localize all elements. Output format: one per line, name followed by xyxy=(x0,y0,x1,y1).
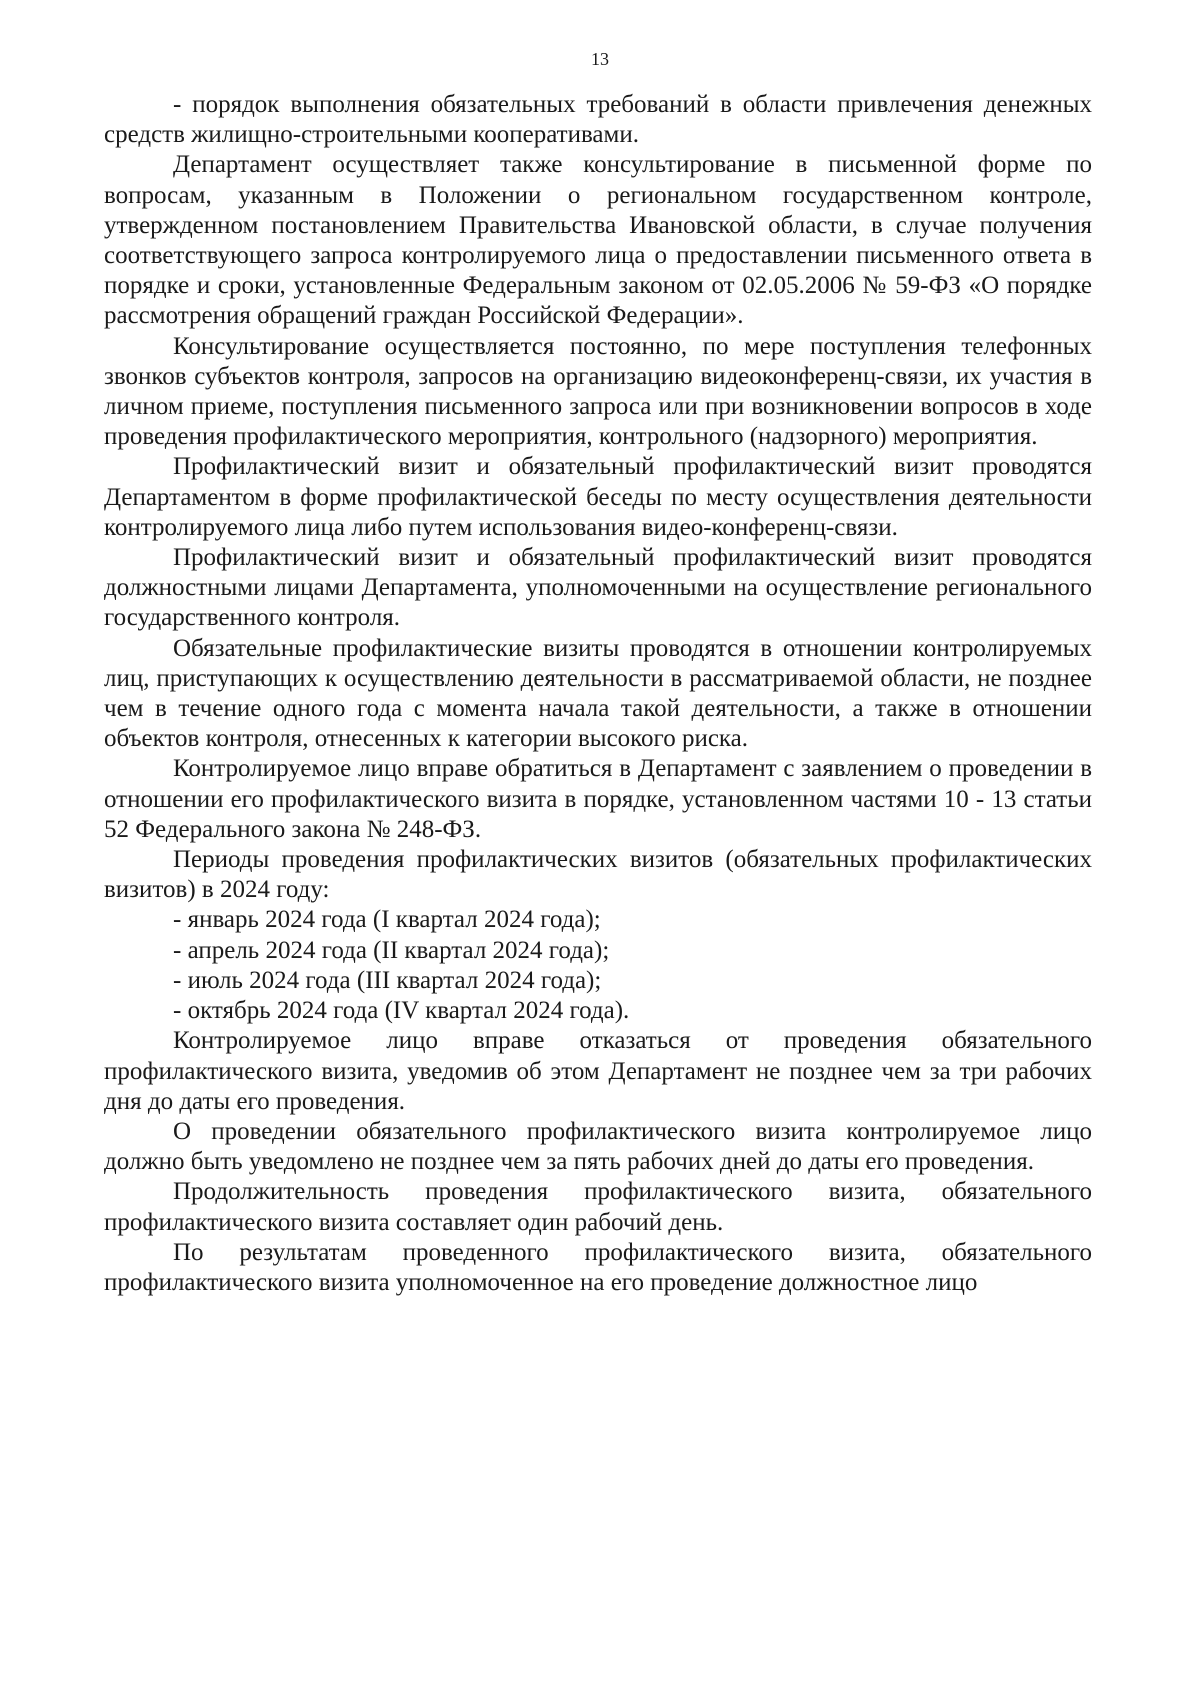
list-item: - апрель 2024 года (II квартал 2024 года); xyxy=(173,936,610,964)
paragraph: Контролируемое лицо вправе обратиться в Департамент с заявлением о проведении в отношении его профилактического визита в порядке, установленном частями 10 - 13 статьи 52 Федерального закона № 248-ФЗ. xyxy=(104,755,1092,843)
list-item: - октябрь 2024 года (IV квартал 2024 года). xyxy=(173,997,630,1025)
paragraph: Контролируемое лицо вправе отказаться от проведения обязательного профилактического визита, уведомив об этом Департамент не позднее чем за три рабочих дня до даты его проведения. xyxy=(104,1027,1092,1115)
paragraph: Обязательные профилактические визиты проводятся в отношении контролируемых лиц, приступающих к осуществлению деятельности в рассматриваемой области, не позднее чем в течение одного года с момента начала такой деятельности, а также в отношении объектов контроля, отнесенных к категории высокого риска. xyxy=(104,634,1092,753)
page-number: 13 xyxy=(591,49,609,69)
document-body xyxy=(104,90,1092,1298)
paragraph: Профилактический визит и обязательный профилактический визит проводятся должностными лицами Департамента, уполномоченными на осуществление регионального государственного контроля. xyxy=(104,544,1092,632)
paragraph: Консультирование осуществляется постоянно, по мере поступления телефонных звонков субъектов контроля, запросов на организацию видеоконференц-связи, их участия в личном приеме, поступления письменного запроса или при возникновении вопросов в ходе проведения профилактического мероприятия, контрольного (надзорного) мероприятия. xyxy=(104,332,1092,451)
paragraph: Профилактический визит и обязательный профилактический визит проводятся Департаментом в форме профилактической беседы по месту осуществления деятельности контролируемого лица либо путем использования видео-конференц-связи. xyxy=(104,453,1092,541)
paragraph: О проведении обязательного профилактического визита контролируемое лицо должно быть уведомлено не позднее чем за пять рабочих дней до даты его проведения. xyxy=(104,1117,1092,1176)
paragraph: Продолжительность проведения профилактического визита, обязательного профилактического визита составляет один рабочий день. xyxy=(104,1178,1092,1236)
paragraph: Периоды проведения профилактических визитов (обязательных профилактических визитов) в 2024 году: xyxy=(104,846,1092,904)
list-item: - январь 2024 года (I квартал 2024 года); xyxy=(173,906,601,934)
list-item: - июль 2024 года (III квартал 2024 года); xyxy=(173,966,602,994)
paragraph: - порядок выполнения обязательных требований в области привлечения денежных средств жилищно-строительными кооперативами. xyxy=(104,91,1092,149)
paragraph: По результатам проведенного профилактического визита, обязательного профилактического визита уполномоченное на его проведение должностное лицо xyxy=(104,1238,1092,1296)
paragraph: Департамент осуществляет также консультирование в письменной форме по вопросам, указанным в Положении о региональном государственном контроле, утвержденном постановлением Правительства Ивановской области, в случае получения соответствующего запроса контролируемого лица о предоставлении письменного ответа в порядке и сроки, установленные Федеральным законом от 02.05.2006 № 59-ФЗ «О порядке рассмотрения обращений граждан Российской Федерации». xyxy=(104,151,1092,330)
